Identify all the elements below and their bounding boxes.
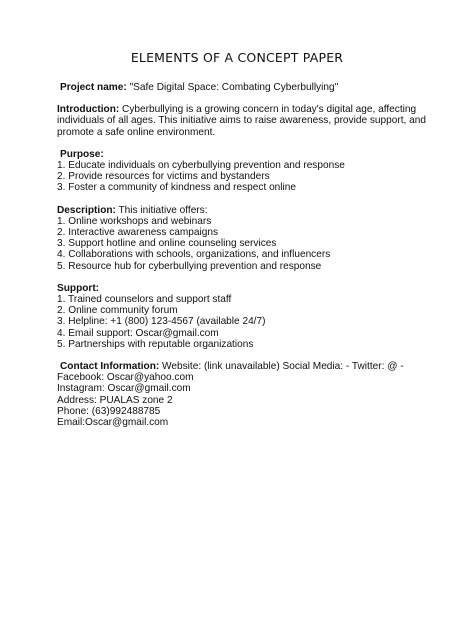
contact-line: Instagram: Oscar@gmail.com bbox=[57, 383, 191, 395]
description-label: Description: bbox=[57, 204, 116, 216]
description-item: 5. Resource hub for cyberbullying prevention and response bbox=[57, 260, 322, 272]
project-name-value: "Safe Digital Space: Combating Cyberbullying" bbox=[126, 82, 339, 93]
project-name-label: Project name: bbox=[60, 82, 127, 93]
description-section bbox=[57, 205, 427, 272]
purpose-label: Purpose: bbox=[60, 148, 104, 160]
document-body bbox=[57, 82, 427, 439]
support-item: 3. Helpline: +1 (800) 123-4567 (available 24/7) bbox=[57, 316, 266, 328]
contact-line: Address: PUALAS zone 2 bbox=[57, 394, 173, 406]
support-item: 2. Online community forum bbox=[57, 305, 178, 317]
purpose-item: 2. Provide resources for victims and bystanders bbox=[57, 171, 270, 183]
support-label: Support: bbox=[57, 282, 100, 294]
contact-line: Facebook: Oscar@yahoo.com bbox=[57, 372, 194, 384]
description-item: 1. Online workshops and webinars bbox=[57, 215, 212, 227]
contact-label: Contact Information: bbox=[60, 361, 160, 373]
description-intro: This initiative offers: bbox=[115, 204, 208, 216]
introduction-line: promote a safe online environment. bbox=[57, 126, 216, 138]
support-item: 4. Email support: Oscar@gmail.com bbox=[57, 327, 219, 339]
description-item: 4. Collaborations with schools, organizations, and influencers bbox=[57, 249, 331, 261]
support-section bbox=[57, 283, 427, 350]
introduction-section bbox=[57, 104, 427, 138]
page-title: ELEMENTS OF A CONCEPT PAPER bbox=[130, 50, 344, 65]
support-item: 5. Partnerships with reputable organizations bbox=[57, 338, 254, 350]
purpose-item: 3. Foster a community of kindness and respect online bbox=[57, 182, 297, 194]
introduction-line bbox=[57, 104, 427, 115]
introduction-text: Cyberbullying is a growing concern in today's digital age, affecting bbox=[119, 104, 417, 116]
contact-line: Email:Oscar@gmail.com bbox=[57, 417, 169, 429]
contact-text: Website: (link unavailable) Social Media: - Twitter: @ - bbox=[159, 361, 404, 373]
introduction-label: Introduction: bbox=[57, 104, 120, 116]
description-line bbox=[57, 205, 427, 216]
support-item: 1. Trained counselors and support staff bbox=[57, 294, 232, 306]
introduction-line: individuals of all ages. This initiative aims to raise awareness, provide support, and bbox=[57, 115, 426, 127]
description-item: 3. Support hotline and online counseling services bbox=[57, 238, 277, 250]
project-name-section bbox=[57, 82, 427, 93]
contact-line: Phone: (63)992488785 bbox=[57, 405, 161, 417]
contact-first-line bbox=[57, 361, 427, 372]
description-item: 2. Interactive awareness campaigns bbox=[57, 227, 219, 239]
purpose-item: 1. Educate individuals on cyberbullying prevention and response bbox=[57, 160, 345, 172]
project-name-line bbox=[60, 82, 427, 93]
purpose-section bbox=[57, 149, 427, 194]
contact-section bbox=[57, 361, 427, 428]
